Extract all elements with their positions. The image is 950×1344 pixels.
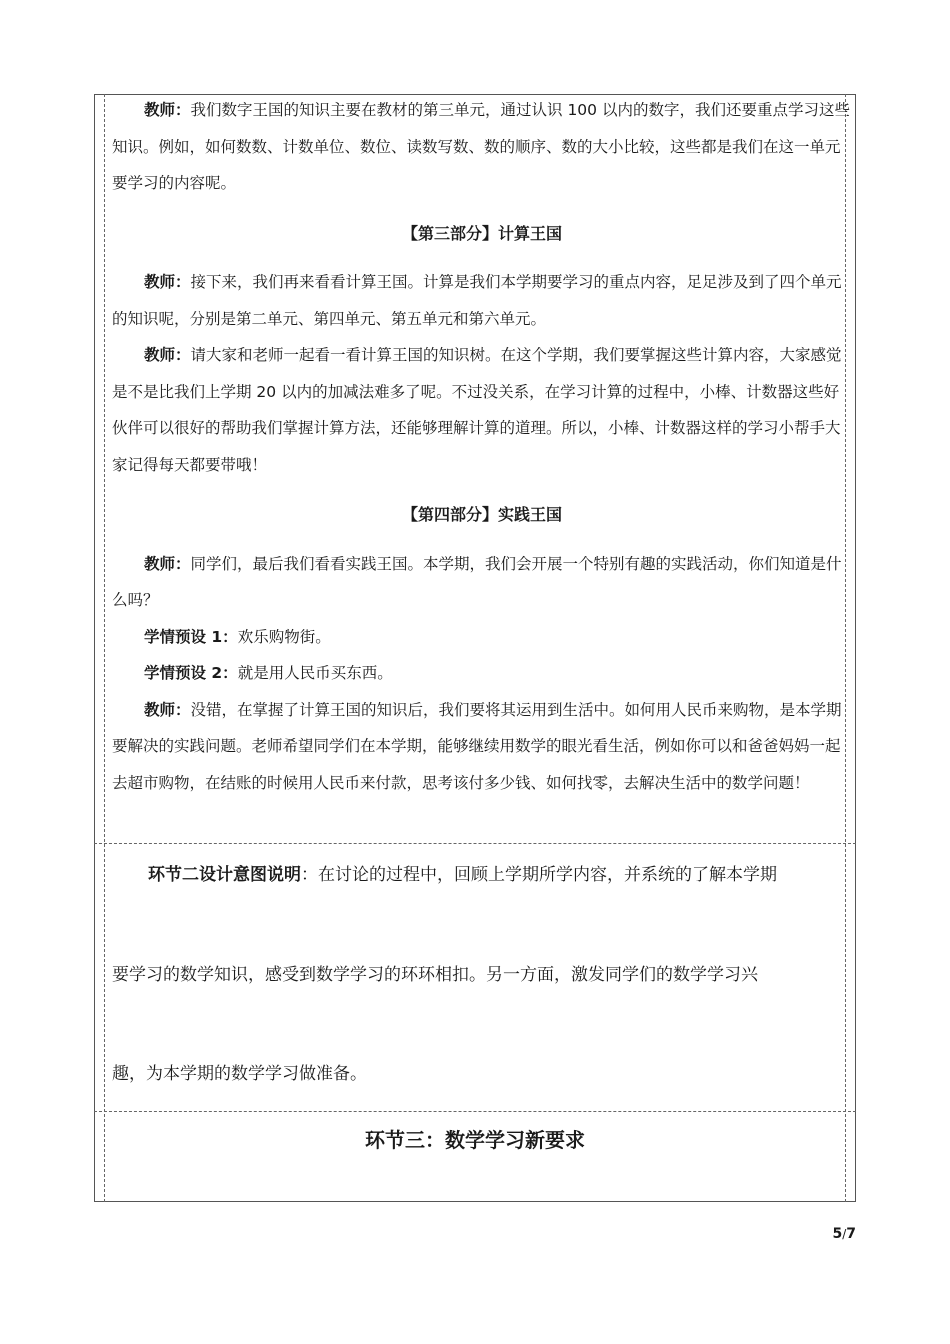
speaker-label: 教师： (144, 273, 191, 291)
paragraph-text: 请大家和老师一起看一看计算王国的知识树。在这个学期，我们要掌握这些计算内容，大家感觉是不是比我们上学期 20 以内的加减法难多了呢。不过没关系，在学习计算的过程中，小棒、计数器这些好伙伴可以很好的帮助我们掌握计算方法，还能够理解计算的道理。所以，小棒、计数器这样的学习小帮手大家记得每天都要带哦！ (112, 346, 842, 474)
design-intent-line-3: 趣，为本学期的数学学习做准备。 (112, 1064, 367, 1084)
paragraph-text: 就是用人民币买东西。 (237, 664, 393, 682)
paragraph-text: 我们数字王国的知识主要在教材的第三单元，通过认识 100 以内的数字，我们还要重点学习这些知识。例如，如何数数、计数单位、数位、读数写数、数的顺序、数的大小比较，这些都是我们在这一单元要学习的内容呢。 (112, 101, 850, 192)
design-intent-label: 环节二设计意图说明 (148, 865, 301, 885)
speaker-label: 学情预设 2： (144, 664, 238, 682)
design-intent-text: ：在讨论的过程中，回顾上学期所学内容，并系统的了解本学期 (301, 865, 777, 885)
section1-content (112, 92, 852, 801)
paragraph (112, 655, 852, 692)
paragraph (112, 92, 852, 202)
paragraph (112, 619, 852, 656)
paragraph (112, 546, 852, 619)
paragraph (112, 692, 852, 802)
speaker-label: 教师： (144, 700, 191, 719)
paragraph (112, 264, 852, 337)
inner-left-border (104, 94, 105, 1202)
speaker-label: 教师： (144, 346, 191, 364)
page-current: 5 (832, 1226, 843, 1242)
speaker-label: 教师： (144, 101, 191, 119)
page-number (800, 1226, 856, 1242)
paragraph-text: 同学们，最后我们看看实践王国。本学期，我们会开展一个特别有趣的实践活动，你们知道是什么吗？ (112, 554, 842, 609)
paragraph-text: 接下来，我们再来看看计算王国。计算是我们本学期要学习的重点内容，足足涉及到了四个单元的知识呢，分别是第二单元、第四单元、第五单元和第六单元。 (112, 273, 842, 328)
page-total: 7 (846, 1226, 856, 1242)
section-heading-3: 【第三部分】计算王国 (401, 223, 562, 243)
speaker-label: 教师： (144, 554, 191, 573)
section-heading-4: 【第四部分】实践王国 (401, 505, 562, 524)
speaker-label: 学情预设 1： (144, 627, 238, 646)
paragraph-text: 欢乐购物街。 (237, 627, 331, 646)
paragraph (112, 337, 852, 483)
row-divider-2 (94, 1111, 856, 1112)
design-intent-line-1 (148, 860, 777, 885)
section3-title: 环节三：数学学习新要求 (365, 1128, 585, 1152)
page-separator: / (842, 1227, 847, 1241)
design-intent-line-2: 要学习的数学知识，感受到数学学习的环环相扣。另一方面，激发同学们的数学学习兴 (112, 965, 758, 985)
row-divider-1 (94, 843, 856, 844)
paragraph-text: 没错，在掌握了计算王国的知识后，我们要将其运用到生活中。如何用人民币来购物，是本学期要解决的实践问题。老师希望同学们在本学期，能够继续用数学的眼光看生活，例如你可以和爸爸妈妈一起去超市购物，在结账的时候用人民币来付款，思考该付多少钱、如何找零，去解决生活中的数学问题！ (112, 700, 842, 792)
